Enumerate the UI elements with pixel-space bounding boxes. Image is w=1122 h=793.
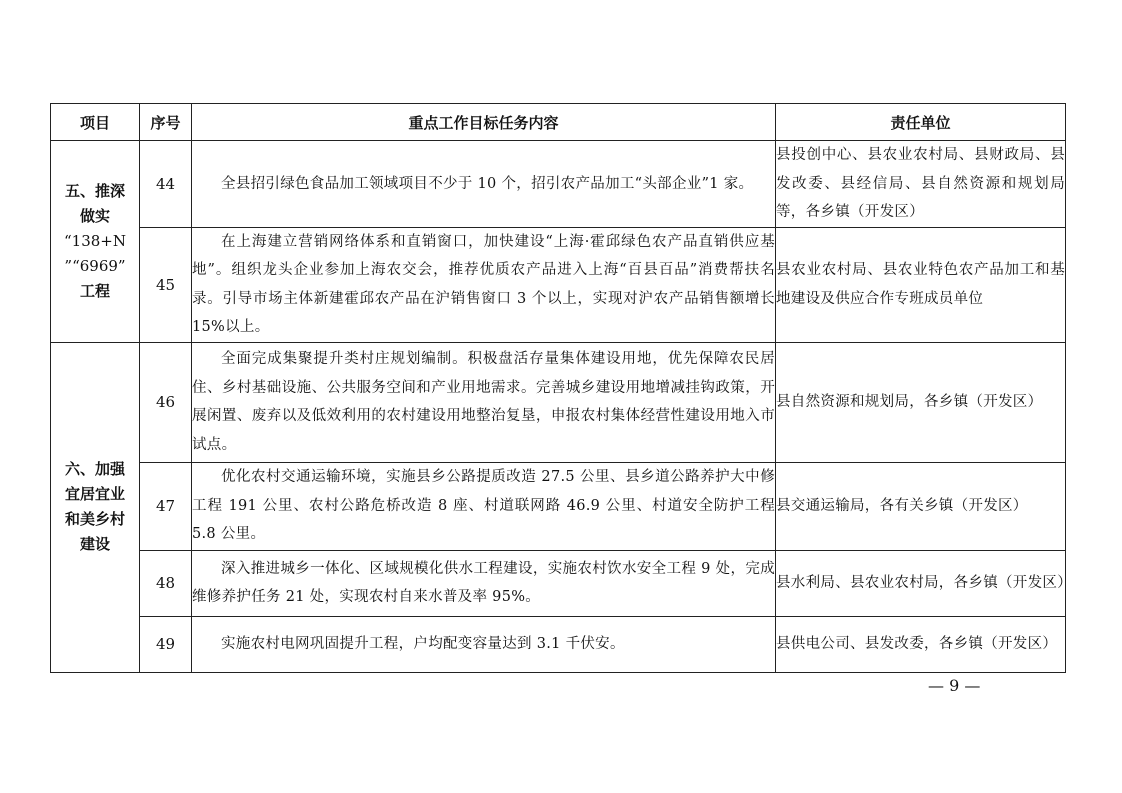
header-responsible: 责任单位 xyxy=(776,104,1066,141)
content-cell xyxy=(192,342,776,462)
table-row xyxy=(51,227,1066,342)
category-line: 工程 xyxy=(79,281,110,300)
responsible-cell: 县水利局、县农业农村局，各乡镇（开发区） xyxy=(776,550,1066,616)
content-cell xyxy=(192,462,776,550)
responsible-cell: 县自然资源和规划局，各乡镇（开发区） xyxy=(776,342,1066,462)
category-line: 五、推深 xyxy=(64,181,125,200)
header-category: 项目 xyxy=(51,104,140,141)
seq-cell: 47 xyxy=(140,462,192,550)
category-line: 六、加强 xyxy=(64,460,125,478)
content-text: 全面完成集聚提升类村庄规划编制。积极盘活存量集体建设用地，优先保障农民居住、乡村基础设施、公共服务空间和产业用地需求。完善城乡建设用地增减挂钩政策，开展闲置、废弃以及低效利用的农村建设用地整治复垦，申报农村集体经营性建设用地入市试点。 xyxy=(192,351,775,453)
category-line: 和美乡村 xyxy=(64,510,125,528)
content-cell xyxy=(192,616,776,672)
content-text: 深入推进城乡一体化、区域规模化供水工程建设，实施农村饮水安全工程 9 处，完成维修养护任务 21 处，实现农村自来水普及率 95%。 xyxy=(192,560,775,605)
responsible-cell: 县投创中心、县农业农村局、县财政局、县发改委、县经信局、县自然资源和规划局等，各乡镇（开发区） xyxy=(776,141,1066,228)
table-row xyxy=(51,342,1066,462)
category-line: ”“6969” xyxy=(64,256,126,275)
responsible-cell: 县供电公司、县发改委，各乡镇（开发区） xyxy=(776,616,1066,672)
category-cell xyxy=(51,141,140,343)
table-header-row xyxy=(51,104,1066,141)
category-line: 做实 xyxy=(79,206,110,225)
table-row xyxy=(51,550,1066,616)
content-text: 优化农村交通运输环境，实施县乡公路提质改造 27.5 公里、县乡道公路养护大中修工程 191 公里、农村公路危桥改造 8 座、村道联网路 46.9 公里、村道安全防护工程 5.8 公里。 xyxy=(192,469,775,543)
table-row xyxy=(51,462,1066,550)
header-content: 重点工作目标任务内容 xyxy=(192,104,776,141)
content-text: 全县招引绿色食品加工领域项目不少于 10 个，招引农产品加工“头部企业”1 家。 xyxy=(221,175,754,192)
content-cell xyxy=(192,141,776,228)
content-text: 在上海建立营销网络体系和直销窗口，加快建设“上海·霍邱绿色农产品直销供应基地”。组织龙头企业参加上海农交会，推荐优质农产品进入上海“百县百品”消费帮扶名录。引导市场主体新建霍邱农产品在沪销售窗口 3 个以上，实现对沪农产品销售额增长 15%以上。 xyxy=(192,233,775,335)
category-cell xyxy=(51,342,140,672)
table-row xyxy=(51,141,1066,228)
category-line: 建设 xyxy=(79,535,110,553)
responsible-cell: 县农业农村局、县农业特色农产品加工和基地建设及供应合作专班成员单位 xyxy=(776,227,1066,342)
seq-cell: 46 xyxy=(140,342,192,462)
seq-cell: 48 xyxy=(140,550,192,616)
seq-cell: 44 xyxy=(140,141,192,228)
table-row xyxy=(51,616,1066,672)
seq-cell: 45 xyxy=(140,227,192,342)
responsible-cell: 县交通运输局，各有关乡镇（开发区） xyxy=(776,462,1066,550)
page-number: — 9 — xyxy=(928,676,981,695)
category-line: “138+N xyxy=(64,231,126,250)
content-cell xyxy=(192,550,776,616)
header-seq: 序号 xyxy=(140,104,192,141)
content-text: 实施农村电网巩固提升工程，户均配变容量达到 3.1 千伏安。 xyxy=(221,635,625,652)
category-line: 宜居宜业 xyxy=(64,485,125,503)
content-cell xyxy=(192,227,776,342)
task-table xyxy=(50,103,1072,673)
seq-cell: 49 xyxy=(140,616,192,672)
